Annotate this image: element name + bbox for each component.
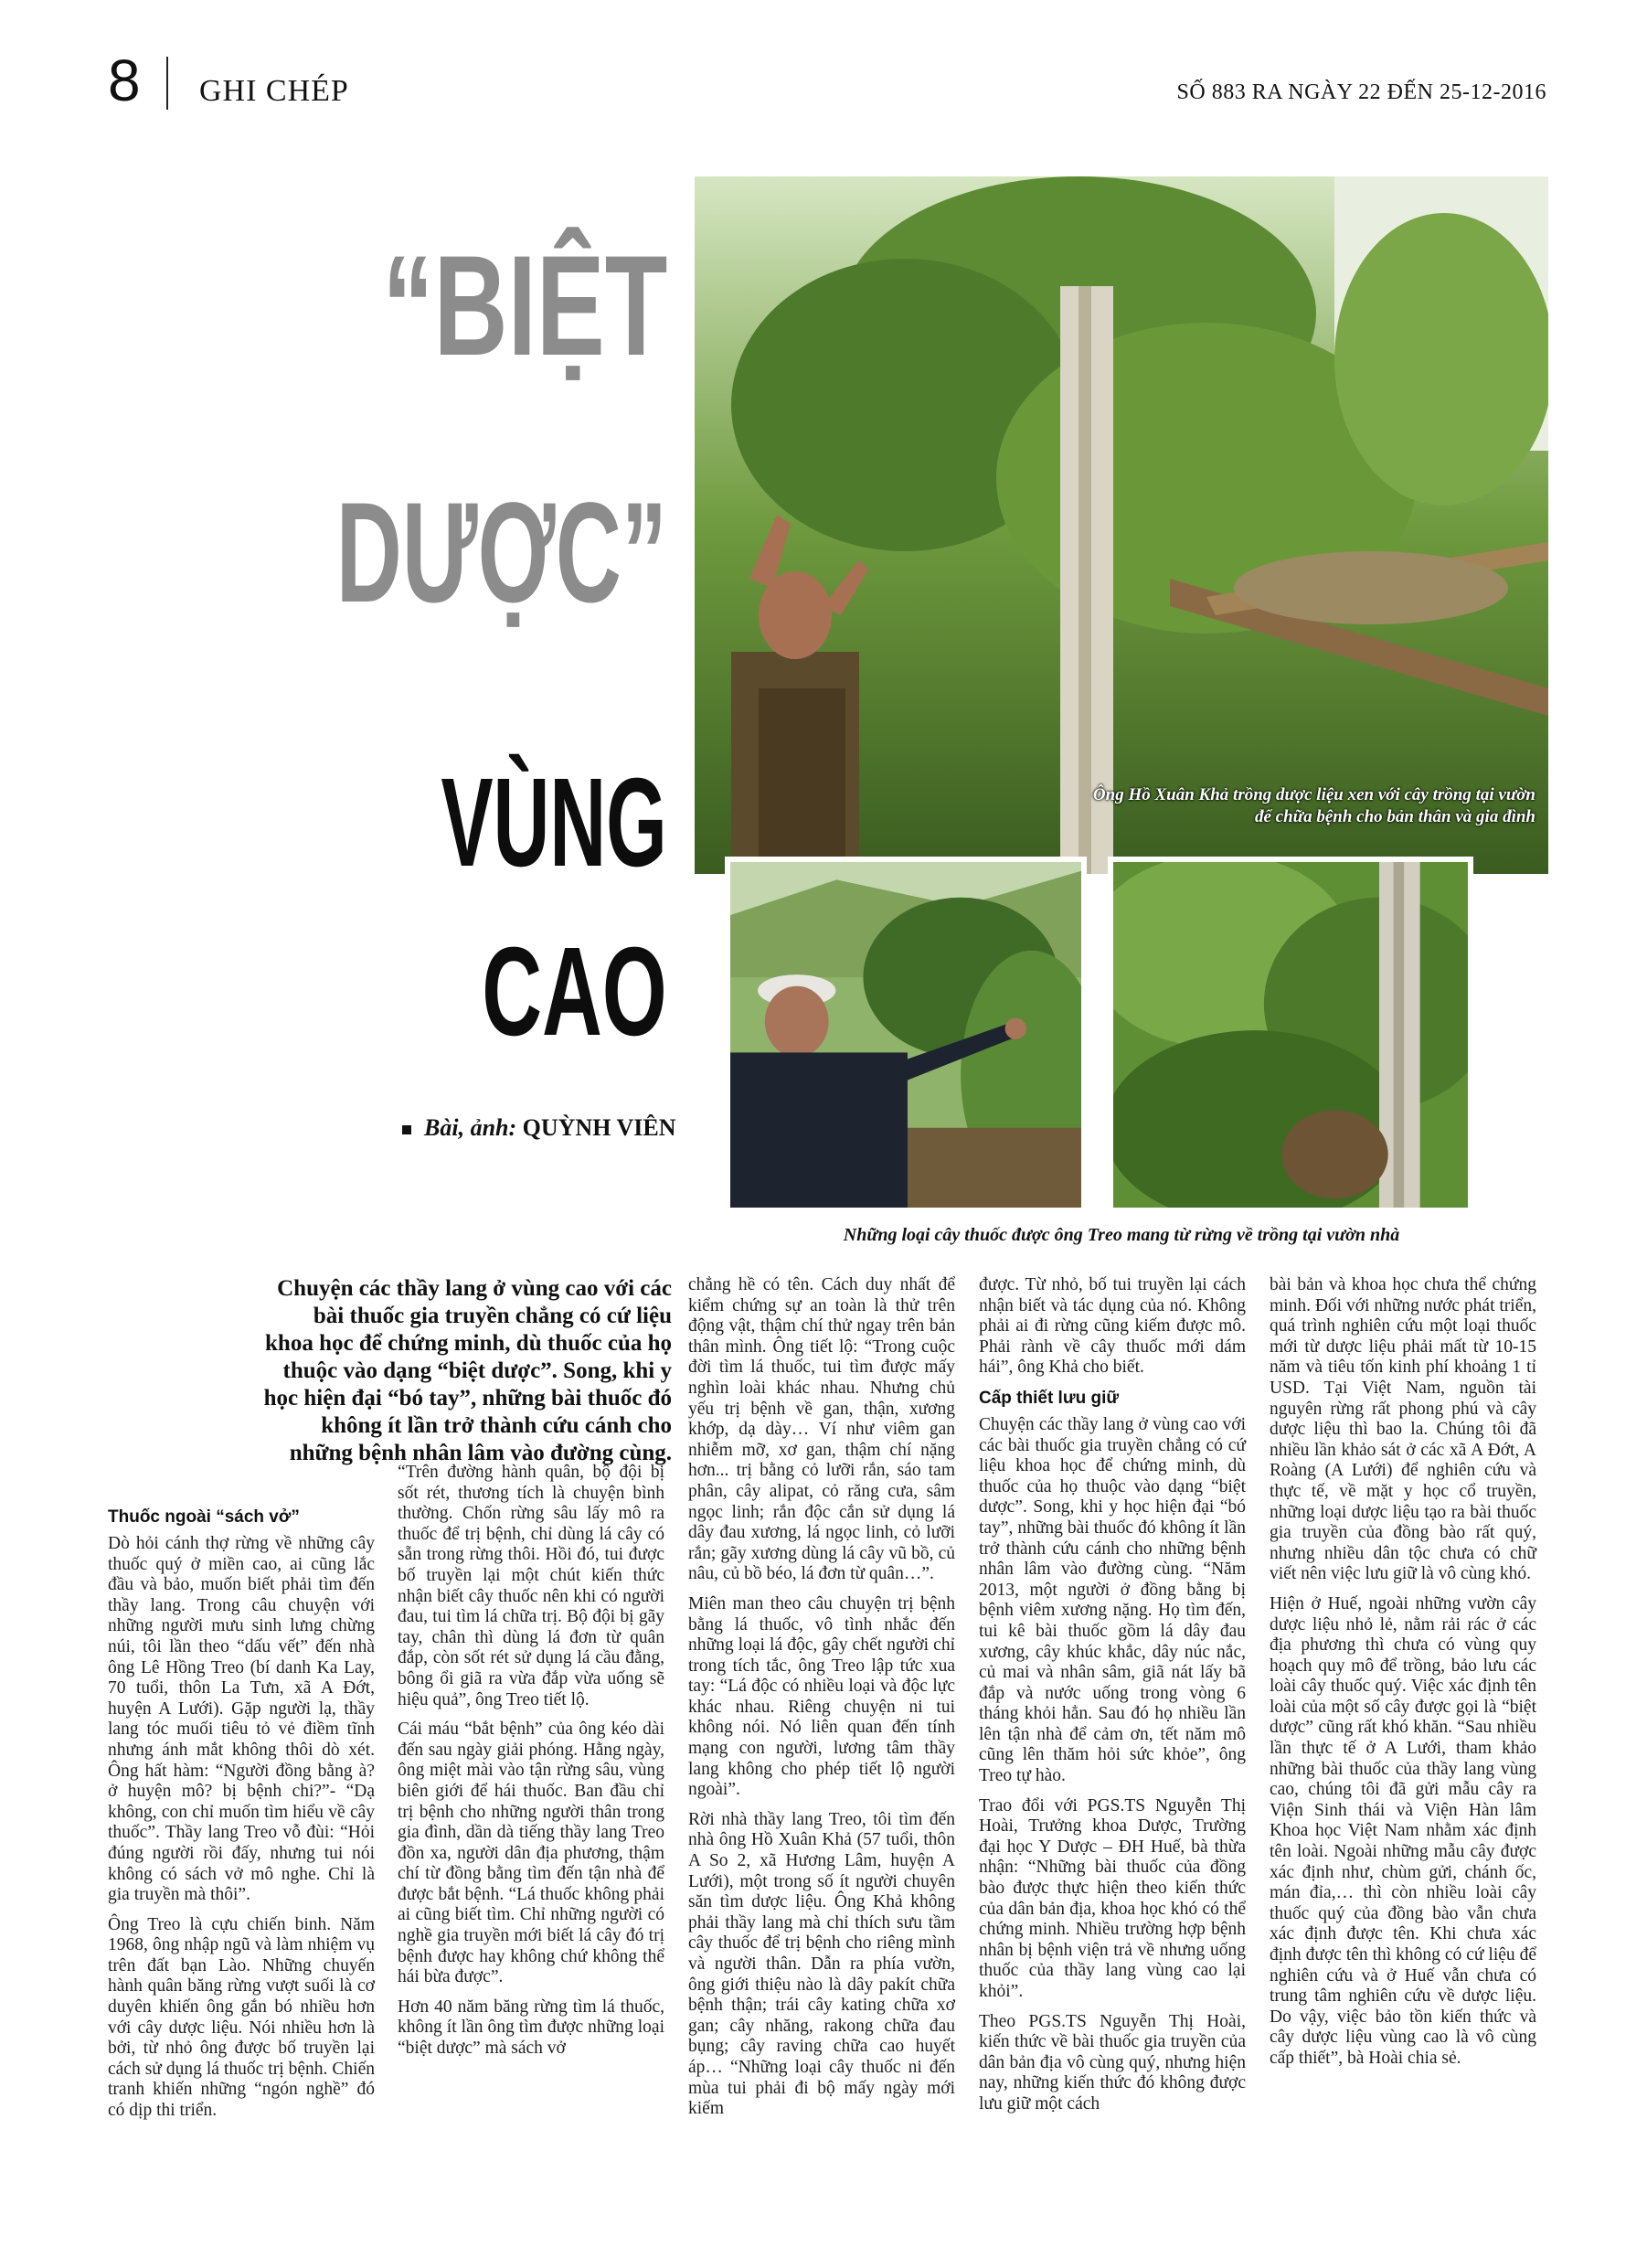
photo-caption-main: Ông Hồ Xuân Khả trồng dược liệu xen với cây trồng tại vườn để chữa bệnh cho bản thân và gia đình [1092,785,1535,826]
paragraph: Cái máu “bắt bệnh” của ông kéo dài đến sau ngày giải phóng. Hằng ngày, ông miệt mài vào tận rừng sâu, vùng biên giới để hái thuốc. Ban đầu chỉ trị bệnh cho những người thân trong gia đình, dần dà tiếng thầy lang Treo đồn xa, người dân địa phương, thậm chí từ đồng bằng tìm đến tận nhà để được bắt bệnh. “Lá thuốc không phải ai cũng biết tìm. Chỉ những người có nghề gia truyền mới biết lá cây đó trị bệnh được hay không chứ không thể hái bừa được”. [398,1720,664,1987]
page-header [0,0,1647,128]
headline-line-3: VÙNG [441,752,667,893]
byline-label: Bài, ảnh: [424,1114,517,1141]
paragraph: bài bản và khoa học chưa thể chứng minh. Đối với những nước phát triển, quá trình nghiên cứu một loại thuốc mới từ dược liệu phải mất từ 10-15 năm và tiêu tốn kinh phí khoảng 1 tỉ USD. Tại Việt Nam, nguồn tài nguyên rừng rất phong phú và cây dược liệu thì bao la. Chúng tôi đã nhiều lần khảo sát ở các xã A Đớt, A Roàng (A Lưới) để nghiên cứu và thực tế, về mặt y học cổ truyền, những loại dược liệu tạo ra bài thuốc gia truyền của đồng bào rất quý, nhưng nhiều dân tộc chưa có chữ viết nên việc lưu giữ là vô cùng khó. [1270,1275,1536,1584]
photo-man-in-garden [725,857,1087,1213]
subheading-thuoc-ngoai-sach-vo: Thuốc ngoài “sách vở” [108,1507,300,1527]
main-photo [695,176,1548,874]
header-divider [166,57,168,110]
square-bullet-icon [402,1125,411,1134]
article-column-1 [108,1503,375,2131]
paragraph: được. Từ nhỏ, bố tui truyền lại cách nhận biết và tác dụng của nó. Không phải ai đi rừng cũng kiếm được mô. Phải rành về cây thuốc mới dám hái”, ông Khả cho biết. [979,1275,1246,1378]
issue-info: SỐ 883 RA NGÀY 22 ĐẾN 25-12-2016 [1176,80,1546,104]
paragraph: Theo PGS.TS Nguyễn Thị Hoài, kiến thức về bài thuốc gia truyền của dân bản địa vô cùng quý, nhưng hiện nay, những kiến thức đó không được lưu giữ một cách [979,2011,1246,2114]
subheading-cap-thiet-luu-giu: Cấp thiết lưu giữ [979,1388,1120,1408]
article-column-3 [688,1275,955,2129]
paragraph: Dò hỏi cánh thợ rừng về những cây thuốc quý ở miền cao, ai cũng lắc đầu và bảo, muốn biết phải tìm đến thầy lang. Trong câu chuyện với những người mưu sinh lưng chừng núi, tôi lần theo “dấu vết” đến nhà ông Lê Hồng Treo (bí danh Ka Lay, 70 tuổi, thôn La Tưn, xã A Đớt, huyện A Lưới). Gặp người lạ, thầy lang tóc muối tiêu tỏ vẻ điềm tĩnh nhưng ánh mắt không thôi dò xét. Ông hất hàm: “Người đồng bằng à? ở huyện mô? bị bệnh chi?”- “Dạ không, con chỉ muốn tìm hiểu về cây thuốc”. Thầy lang Treo vỗ đùi: “Hỏi đúng người rồi đấy, nhưng tui nói không có sách vở mô nghe. Chỉ là gia truyền mà thôi”. [108,1534,375,1905]
article-column-2 [398,1463,664,2069]
paragraph: Trao đổi với PGS.TS Nguyễn Thị Hoài, Trưởng khoa Dược, Trường đại học Y Dược – ĐH Huế, bà thừa nhận: “Những bài thuốc của đồng bào được thực hiện theo kiến thức của dân bản địa, khoa học khó có thể chứng minh. Nhiều trường hợp bệnh nhân bị bệnh viện trả về nhưng uống thuốc của thầy lang vùng cao lại khỏi”. [979,1795,1246,2001]
byline-author: QUỲNH VIÊN [522,1114,676,1141]
paragraph: Hơn 40 năm băng rừng tìm lá thuốc, không ít lần ông tìm được những loại “biệt dược” mà sách vở [398,1996,664,2059]
section-label: GHI CHÉP [199,74,349,108]
paragraph: Hiện ở Huế, ngoài những vườn cây dược liệu nhỏ lẻ, nằm rải rác ở các địa phương thì chưa có vùng quy hoạch quy mô để trồng, bảo lưu các loài cây thuốc quý. Việc xác định tên loài của một số cây được gọi là “biệt dược” cũng rất khó khăn. “Sau nhiều lần thực tế ở A Lưới, tham khảo những bài thuốc của thầy lang vùng cao, chúng tôi đã gửi mẫu cây ra Viện Sinh thái và Viện Hàn lâm Khoa học Việt Nam nhằm xác định tên loài. Ngoài những mẫu cây được xác định như, chùm gửi, chánh ốc, mán đỉa,… thì còn nhiều loài cây thuốc quý của đồng bào vẫn chưa xác định được tên. Khi chưa xác định được tên thì không có cứ liệu để nghiên cứu và ở Huế vẫn chưa có trung tâm nghiên cứu về dược liệu. Do vậy, việc bảo tồn kiến thức và cây dược liệu vùng cao là vô cùng cấp thiết”, bà Hoài chia sẻ. [1270,1593,1536,2068]
paragraph: chẳng hề có tên. Cách duy nhất để kiểm chứng sự an toàn là thử trên động vật, thậm chí thử ngay trên bản thân mình. Ông tiết lộ: “Trong cuộc đời tìm lá thuốc, tui tìm được mấy nghìn loài khác nhau. Nhưng chủ yếu trị bệnh về gan, thận, xương khớp, dạ dày… Ví như viêm gan nhiễm mỡ, xơ gan, thậm chí nặng hơn... trị bằng cỏ lưỡi rắn, sáo tam phân, cây alipat, cỏ răng cưa, sâm ngọc linh; rắn độc cắn sử dụng lá dây đau xương, lá ngọc linh, cỏ lưỡi rắn; gãy xương dùng lá cây vũ bồ, củ nâu, củ bồ béo, lá đơn từ quân…”. [688,1275,955,1584]
lead-paragraph: Chuyện các thầy lang ở vùng cao với các bài thuốc gia truyền chẳng có cứ liệu khoa học để chứng minh, dù thuốc của họ thuộc vào dạng “biệt dược”. Song, khi y học hiện đại “bó tay”, những bài thuốc đó không ít lần trở thành cứu cánh cho những bệnh nhân lâm vào đường cùng. [263,1276,672,1465]
headline-line-4: CAO [482,921,667,1062]
page-number: 8 [108,48,141,113]
article-column-5 [1270,1275,1536,2079]
paragraph: Rời nhà thầy lang Treo, tôi tìm đến nhà ông Hồ Xuân Khả (57 tuổi, thôn A So 2, xã Hương Lâm, huyện A Lưới), một trong số ít người chuyên săn tìm dược liệu. Ông Khả không phải thầy lang mà chỉ thích sưu tầm cây thuốc để trị bệnh cho riêng mình và người thân. Dẫn ra phía vườn, ông giới thiệu nào là dây pakít chữa bệnh thận; trái cây kating chữa xơ gan; cây nhăng, rakong chữa đau bụng; cây raving chữa cao huyết áp… “Những loại cây thuốc ni đến mùa tui phải đi bộ mấy ngày mới kiếm [688,1809,955,2119]
paragraph: Ông Treo là cựu chiến binh. Năm 1968, ông nhập ngũ và làm nhiệm vụ trên đất bạn Lào. Những chuyến hành quân băng rừng vượt suối là cơ duyên khiến ông gắn bó nhiều hơn với cây dược liệu. Nói nhiều hơn là bởi, từ nhỏ ông được bố truyền lại cách sử dụng lá thuốc trị bệnh. Chiến tranh khiến những “ngón nghề” đó có dịp thi triển. [108,1914,375,2121]
paragraph: Chuyện các thầy lang ở vùng cao với các bài thuốc gia truyền chẳng có cứ liệu khoa học để chứng minh, dù thuốc của họ thuộc vào dạng “biệt dược”. Song, khi y học hiện đại “bó tay”, những bài thuốc đó không ít lần trở thành cứu cánh cho những bệnh nhân lâm vào đường cùng. “Năm 2013, một người ở đồng bằng bị bệnh viêm xương nặng. Họ tìm đến, tui kê bài thuốc gồm lá dây đau xương, cây khúc khắc, dây núc nắc, củ mai và nhân sâm, giã nát lấy bã đắp và nước uống trong vòng 6 tháng khỏi hẳn. Sau đó họ nhiều lần lên tận nhà để cảm ơn, tết năm mô cũng lên thăm hỏi sức khỏe”, ông Treo tự hào. [979,1414,1246,1786]
photo-caption-bottom: Những loại cây thuốc được ông Treo mang từ rừng về trồng tại vườn nhà [843,1225,1400,1245]
paragraph: Miên man theo câu chuyện trị bệnh bằng lá thuốc, vô tình nhắc đến những loại lá độc, gây chết người chỉ trong tích tắc, ông Treo lập tức xua tay: “Lá độc có nhiều loại và độc lực khác nhau. Riêng chuyện ni tui không nói. Nó liên quan đến tính mạng con người, lương tâm thầy lang không cho phép tiết lộ người ngoài”. [688,1593,955,1800]
paragraph: “Trên đường hành quân, bộ đội bị sốt rét, thương tích là chuyện bình thường. Chốn rừng sâu lấy mô ra thuốc để trị bệnh, chỉ dùng lá cây có sẵn trong rừng thôi. Hồi đó, tui được bố truyền lại một chút kiến thức nhận biết cây thuốc nên khi có người đau, tui tìm lá chữa trị. Bộ đội bị gãy tay, chân thì dùng lá đơn từ quân đắp, còn sốt rét sử dụng lá cầu đằng, bông ổi giã ra vừa đắp vừa uống sẽ hiệu quả”, ông Treo tiết lộ. [398,1463,664,1709]
article-column-4 [979,1275,1246,2124]
headline-line-2: DƯỢC” [335,474,667,633]
byline [402,1113,675,1143]
photo-fern-closeup [1108,857,1473,1213]
headline-line-1: “BIỆT [381,227,667,386]
